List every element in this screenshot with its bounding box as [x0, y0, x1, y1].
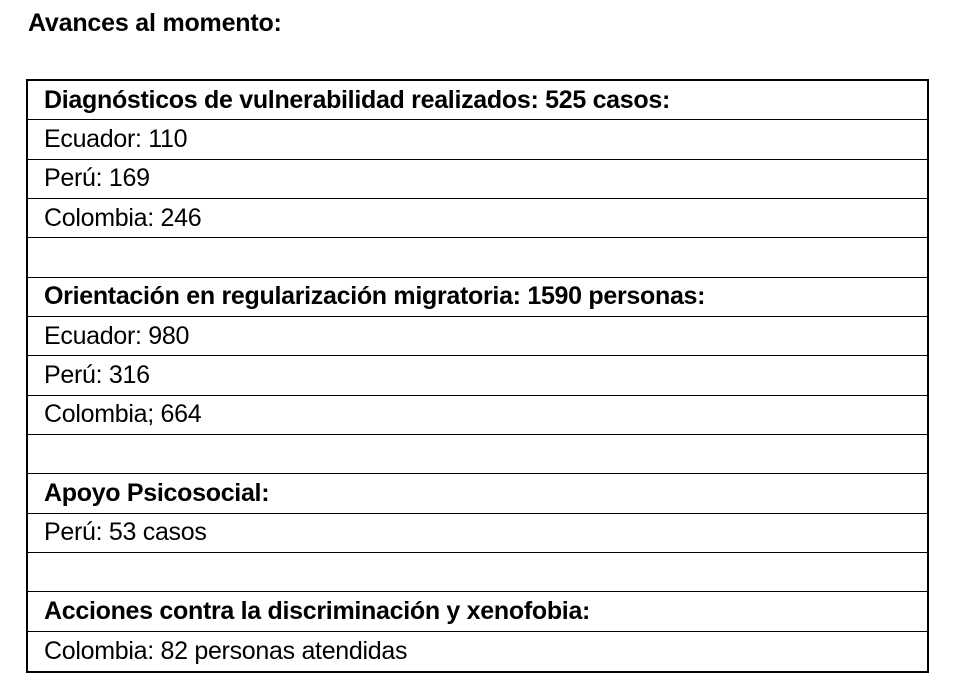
table-row: Ecuador: 980: [28, 317, 927, 356]
progress-table: [26, 79, 929, 673]
table-row: Perú: 169: [28, 160, 927, 199]
section-header-psychosocial: Apoyo Psicosocial:: [28, 474, 927, 513]
table-row: Colombia; 664: [28, 396, 927, 435]
table-row: Ecuador: 110: [28, 120, 927, 159]
section-header-regularization: Orientación en regularización migratoria: 1590 personas:: [28, 278, 927, 317]
empty-row: [28, 435, 927, 474]
page-title: Avances al momento:: [28, 9, 282, 37]
empty-row: [28, 238, 927, 277]
table-row: Perú: 53 casos: [28, 514, 927, 553]
empty-row: [28, 553, 927, 592]
table-row: Perú: 316: [28, 356, 927, 395]
table-row: Colombia: 246: [28, 199, 927, 238]
table-row: Colombia: 82 personas atendidas: [44, 636, 408, 665]
section-header-discrimination: Acciones contra la discriminación y xenofobia:: [28, 592, 927, 631]
section-header-diagnostics: Diagnósticos de vulnerabilidad realizados: 525 casos:: [28, 81, 927, 120]
